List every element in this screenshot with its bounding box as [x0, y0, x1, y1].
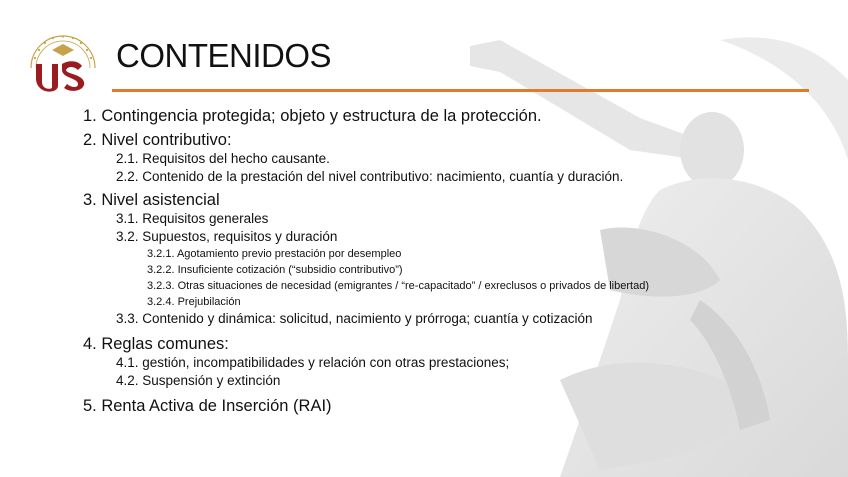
outline-list — [83, 106, 803, 416]
outline-item-3-2-3: 3.2.3. Otras situaciones de necesidad (emigrantes / “re-capacitado” / exreclusos o privados de libertad) — [147, 280, 649, 292]
outline-item-3: 3. Nivel asistencial — [83, 191, 220, 209]
outline-item-1: 1. Contingencia protegida; objeto y estructura de la protección. — [83, 107, 542, 125]
outline-item-3-2: 3.2. Supuestos, requisitos y duración — [116, 229, 338, 244]
outline-item-4-1: 4.1. gestión, incompatibilidades y relación con otras prestaciones; — [116, 355, 510, 370]
outline-item-3-2-1: 3.2.1. Agotamiento previo prestación por desempleo — [147, 248, 402, 260]
outline-item-5: 5. Renta Activa de Inserción (RAI) — [83, 397, 332, 415]
outline-item-3-2-2: 3.2.2. Insuficiente cotización (“subsidio contributivo”) — [147, 264, 403, 276]
outline-item-4-2: 4.2. Suspensión y extinción — [116, 373, 281, 388]
outline-item-3-3: 3.3. Contenido y dinámica: solicitud, nacimiento y prórroga; cuantía y cotización — [116, 311, 593, 326]
outline-item-3-2-4: 3.2.4. Prejubilación — [147, 296, 241, 308]
outline-item-2-2: 2.2. Contenido de la prestación del nivel contributivo: nacimiento, cuantía y duración. — [116, 169, 624, 184]
page-title: CONTENIDOS — [116, 37, 332, 74]
outline-item-2-1: 2.1. Requisitos del hecho causante. — [116, 151, 330, 166]
universidad-de-sevilla-logo-icon — [22, 28, 104, 94]
outline-item-4: 4. Reglas comunes: — [83, 335, 229, 353]
outline-item-3-1: 3.1. Requisitos generales — [116, 211, 269, 226]
title-divider — [112, 89, 809, 92]
outline-item-2: 2. Nivel contributivo: — [83, 131, 232, 149]
